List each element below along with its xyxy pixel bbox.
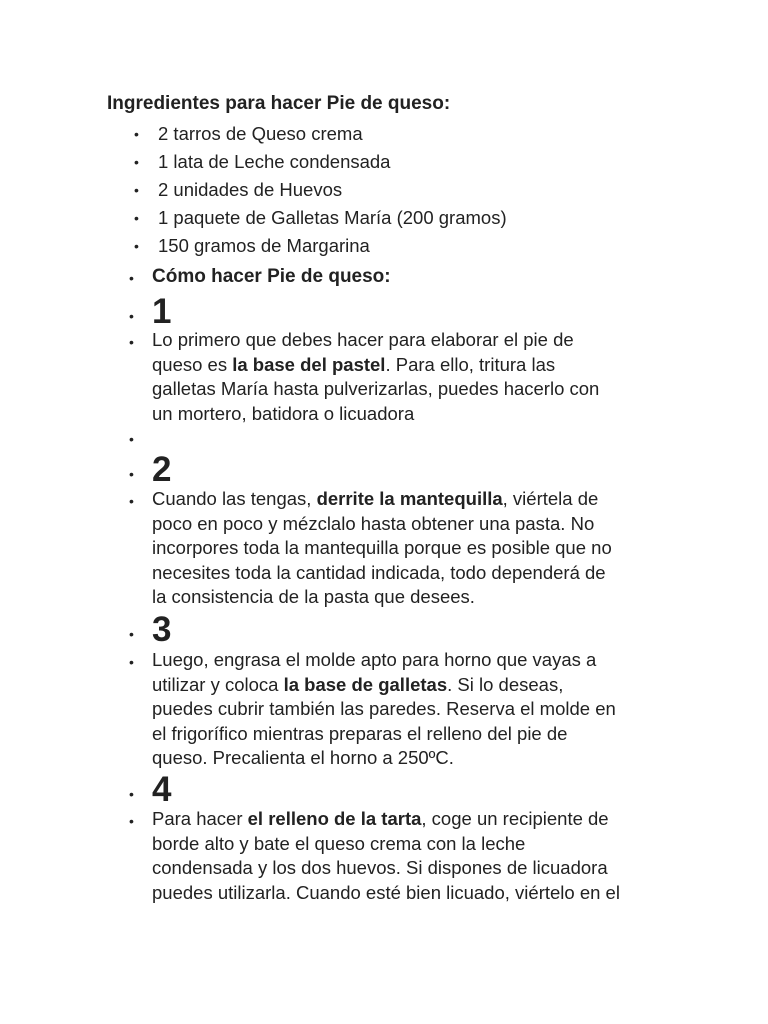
bullet-icon: • <box>134 154 139 170</box>
step-number: 3 <box>152 610 172 649</box>
step-number-item <box>129 610 672 650</box>
step-text <box>152 328 672 426</box>
step-text-line <box>152 536 672 561</box>
step-text-line <box>152 746 672 771</box>
text-segment: puedes cubrir también las paredes. Reserva el molde en <box>152 698 616 719</box>
bullet-icon: • <box>129 308 134 324</box>
text-segment: Para hacer <box>152 808 248 829</box>
bold-text-segment: la base de galletas <box>283 673 448 695</box>
ingredient-item <box>134 204 507 232</box>
step-text-line <box>152 807 672 832</box>
step-number: 2 <box>152 450 172 489</box>
text-segment: , viértela de <box>502 488 599 509</box>
ingredient-text: 1 paquete de Galletas María (200 gramos) <box>158 207 507 228</box>
bold-text-segment: el relleno de la tarta <box>247 808 422 829</box>
ingredient-text: 2 unidades de Huevos <box>158 179 343 200</box>
text-segment: . Si lo deseas, <box>447 673 564 695</box>
ingredient-text: 1 lata de Leche condensada <box>158 151 391 172</box>
step-text-item <box>129 487 672 610</box>
step-text <box>152 487 672 610</box>
step-text-line <box>152 377 672 402</box>
step-text-line <box>152 487 672 512</box>
step-number-item <box>129 292 672 332</box>
bullet-icon: • <box>134 238 139 254</box>
step-text-line <box>152 881 672 906</box>
text-segment: utilizar y coloca <box>152 673 284 695</box>
step-number: 4 <box>152 770 172 809</box>
how-to-heading: Cómo hacer Pie de queso: <box>152 266 391 287</box>
bullet-icon: • <box>129 654 134 670</box>
step-number: 1 <box>152 292 172 331</box>
how-to-item <box>129 265 672 289</box>
ingredients-list <box>134 120 507 260</box>
text-segment: . Para ello, tritura las <box>385 353 556 375</box>
bold-text-segment: derrite la mantequilla <box>316 488 503 509</box>
text-segment: Luego, engrasa el molde apto para horno que vayas a <box>152 649 597 670</box>
ingredients-heading: Ingredientes para hacer Pie de queso: <box>107 93 451 114</box>
text-segment: Cuando las tengas, <box>152 488 317 509</box>
step-text-line <box>152 561 672 586</box>
step-text-line <box>152 856 672 881</box>
text-segment: queso. Precalienta el horno a 250ºC. <box>152 747 454 768</box>
step-number-item <box>129 770 672 810</box>
text-segment: , coge un recipiente de <box>421 808 609 829</box>
ingredient-item <box>134 148 507 176</box>
step-text-line <box>152 328 672 353</box>
step-text-line <box>152 512 672 537</box>
step-text-item <box>129 807 672 905</box>
ingredient-item <box>134 176 507 204</box>
bullet-icon: • <box>129 431 134 447</box>
bullet-icon: • <box>129 493 134 509</box>
bullet-icon: • <box>129 813 134 829</box>
step-text-line <box>152 832 672 857</box>
step-text-line <box>152 353 672 378</box>
step-text-line <box>152 722 672 747</box>
bullet-icon: • <box>134 210 139 226</box>
step-text-item <box>129 648 672 771</box>
text-segment: queso es <box>152 353 233 375</box>
ingredient-text: 150 gramos de Margarina <box>158 235 370 256</box>
step-text-line <box>152 402 672 427</box>
bullet-icon: • <box>129 466 134 482</box>
ingredient-item <box>134 232 507 260</box>
text-segment: puedes utilizarla. Cuando esté bien licuado, viértelo en el <box>152 881 620 903</box>
step-text <box>152 648 672 771</box>
text-segment: la consistencia de la pasta que desees. <box>152 586 475 607</box>
ingredient-item <box>134 120 507 148</box>
text-segment: galletas María hasta pulverizarlas, puedes hacerlo con <box>152 378 600 399</box>
bullet-icon: • <box>129 786 134 802</box>
text-segment: necesites toda la cantidad indicada, todo dependerá de <box>152 561 606 583</box>
step-text-item <box>129 328 672 426</box>
text-segment: condensada y los dos huevos. Si dispones de licuadora <box>152 857 608 878</box>
text-segment: borde alto y bate el queso crema con la leche <box>152 832 526 854</box>
step-text-line <box>152 585 672 610</box>
step-number-item <box>129 450 672 490</box>
bullet-icon: • <box>134 182 139 198</box>
bullet-icon: • <box>134 126 139 142</box>
ingredient-text: 2 tarros de Queso crema <box>158 123 363 144</box>
text-segment: incorpores toda la mantequilla porque es posible que no <box>152 537 612 558</box>
step-text-line <box>152 673 672 698</box>
bullet-icon: • <box>129 270 134 286</box>
step-text <box>152 807 672 905</box>
text-segment: poco en poco y mézclalo hasta obtener una pasta. No <box>152 512 595 534</box>
text-segment: un mortero, batidora o licuadora <box>152 402 415 424</box>
step-text-line <box>152 697 672 722</box>
bold-text-segment: la base del pastel <box>232 353 386 375</box>
text-segment: Lo primero que debes hacer para elaborar el pie de <box>152 329 574 350</box>
text-segment: el frigorífico mientras preparas el relleno del pie de <box>152 722 568 744</box>
step-text-line <box>152 648 672 673</box>
bullet-icon: • <box>129 626 134 642</box>
bullet-icon: • <box>129 334 134 350</box>
